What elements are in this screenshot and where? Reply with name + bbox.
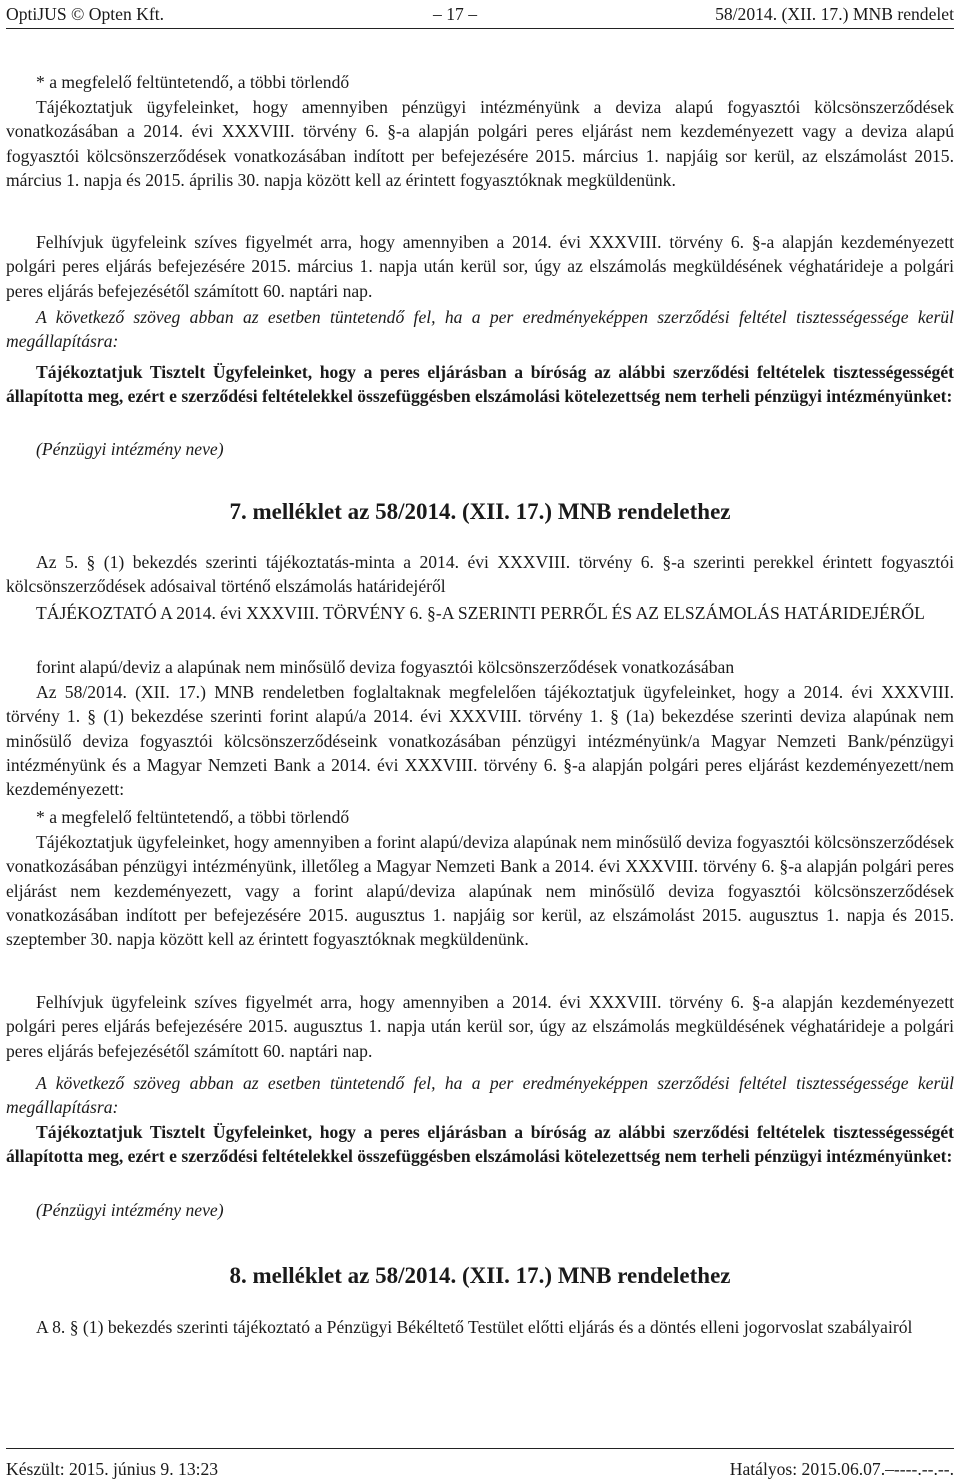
annex-8-intro: A 8. § (1) bekezdés szerinti tájékoztató a Pénzügyi Békéltető Testület előtti eljárás és a döntés elleni jogorvoslat szabályairól [36,1317,913,1337]
institution-placeholder: (Pénzügyi intézmény neve) [36,1200,224,1220]
annex-7-subtitle: forint alapú/deviz a alapúnak nem minősülő deviza fogyasztói kölcsönszerződések vonatkozásában [36,657,735,677]
annex-7-intro: Az 5. § (1) bekezdés szerinti tájékoztatás-minta a 2014. évi XXXVIII. törvény 6. §-a szerinti perekkel érintett fogyasztói kölcsönszerződések adósaival történő elszámolás határidejéről [6,552,954,597]
italic-instruction: A következő szöveg abban az esetben tüntetendő fel, ha a per eredményeképpen szerződési feltétel tisztességessége kerül megállapításra: [6,1073,954,1118]
page-footer [6,1448,954,1480]
footnote-note: * a megfelelő feltüntetendő, a többi törlendő [36,807,350,827]
paragraph: Felhívjuk ügyfeleink szíves figyelmét arra, hogy amennyiben a 2014. évi XXXVIII. törvény 6. §-a alapján kezdeményezett polgári peres eljárás befejezésére 2015. március 1. napja után kerül sor, úgy az elszámolás megküldésének véghatárideje a polgári peres eljárás befejezésétől számított 60. naptári nap. [6,232,954,301]
header-publisher: OptiJUS © Opten Kft. [6,4,165,24]
page-header [6,0,954,29]
footer-created: Készült: 2015. június 9. 13:23 [6,1459,219,1479]
italic-instruction: A következő szöveg abban az esetben tüntetendő fel, ha a per eredményeképpen szerződési feltétel tisztességessége kerül megállapításra: [6,307,954,352]
header-page-number: – 17 – [433,4,477,24]
footer-effective: Hatályos: 2015.06.07.–----.--.--. [729,1459,954,1479]
footnote-note: * a megfelelő feltüntetendő, a többi törlendő [36,72,350,92]
annex-8-title: 8. melléklet az 58/2014. (XII. 17.) MNB rendelethez [229,1263,731,1288]
bold-notice: Tájékoztatjuk Tisztelt Ügyfeleinket, hogy a peres eljárásban a bíróság az alábbi szerződési feltételek tisztességességét állapította meg, ezért e szerződési feltételekkel összefüggésben elszámolási kötelezettség nem terheli pénzügyi intézményünket: [6,1122,954,1167]
paragraph: Tájékoztatjuk ügyfeleinket, hogy amennyiben pénzügyi intézményünk a deviza alapú fogyasztói kölcsönszerződések vonatkozásában a 2014. évi XXXVIII. törvény 6. §-a alapján polgári peres eljárást nem kezdeményezett vagy a deviza alapú fogyasztói kölcsönszerződések vonatkozásában indított per befejezésére 2015. március 1. napjáig sor kerül, az elszámolást 2015. március 1. napja és 2015. április 30. napja között kell az érintett fogyasztóknak megküldenünk. [6,97,954,190]
header-document-title: 58/2014. (XII. 17.) MNB rendelet [715,4,954,24]
paragraph: Az 58/2014. (XII. 17.) MNB rendeletben foglaltaknak megfelelően tájékoztatjuk ügyfeleinket, hogy a 2014. évi XXXVIII. törvény 1. § (1) bekezdése szerinti forint alapú/a 2014. évi XXXVIII. törvény 1. § (1a) bekezdése szerinti deviza alapúnak nem minősülő deviza fogyasztói kölcsönszerződéseink vonatkozásában pénzügyi intézményünk/a Magyar Nemzeti Bank/pénzügyi intézményünk és a Magyar Nemzeti Bank a 2014. évi XXXVIII. törvény 6. §-a alapján polgári peres eljárást kezdeményezett/nem kezdeményezett: [6,682,954,800]
annex-7-caption: TÁJÉKOZTATÓ A 2014. évi XXXVIII. TÖRVÉNY 6. §-A SZERINTI PERRŐL ÉS AZ ELSZÁMOLÁS HATÁRIDEJÉRŐL [36,603,925,623]
annex-7-title: 7. melléklet az 58/2014. (XII. 17.) MNB rendelethez [229,499,731,524]
bold-notice: Tájékoztatjuk Tisztelt Ügyfeleinket, hogy a peres eljárásban a bíróság az alábbi szerződési feltételek tisztességességét állapította meg, ezért e szerződési feltételekkel összefüggésben elszámolási kötelezettség nem terheli pénzügyi intézményünket: [6,362,954,407]
paragraph: Tájékoztatjuk ügyfeleinket, hogy amennyiben a forint alapú/deviza alapúnak nem minősülő deviza fogyasztói kölcsönszerződések vonatkozásában pénzügyi intézményünk, illetőleg a Magyar Nemzeti Bank a 2014. évi XXXVIII. törvény 6. §-a alapján polgári peres eljárást nem kezdeményezett, vagy a forint alapú/deviza alapúnak nem minősülő deviza fogyasztói kölcsönszerződések vonatkozásában indított per befejezésére 2015. augusztus 1. napjáig sor kerül, az elszámolást 2015. augusztus 1. napja és 2015. szeptember 30. napja között kell az érintett fogyasztóknak megküldenünk. [6,832,954,950]
paragraph: Felhívjuk ügyfeleink szíves figyelmét arra, hogy amennyiben a 2014. évi XXXVIII. törvény 6. §-a alapján kezdeményezett polgári peres eljárás befejezésére 2015. augusztus 1. napja után kerül sor, úgy az elszámolás megküldésének véghatárideje a polgári peres eljárás befejezésétől számított 60. naptári nap. [6,992,954,1061]
institution-placeholder: (Pénzügyi intézmény neve) [36,439,224,459]
